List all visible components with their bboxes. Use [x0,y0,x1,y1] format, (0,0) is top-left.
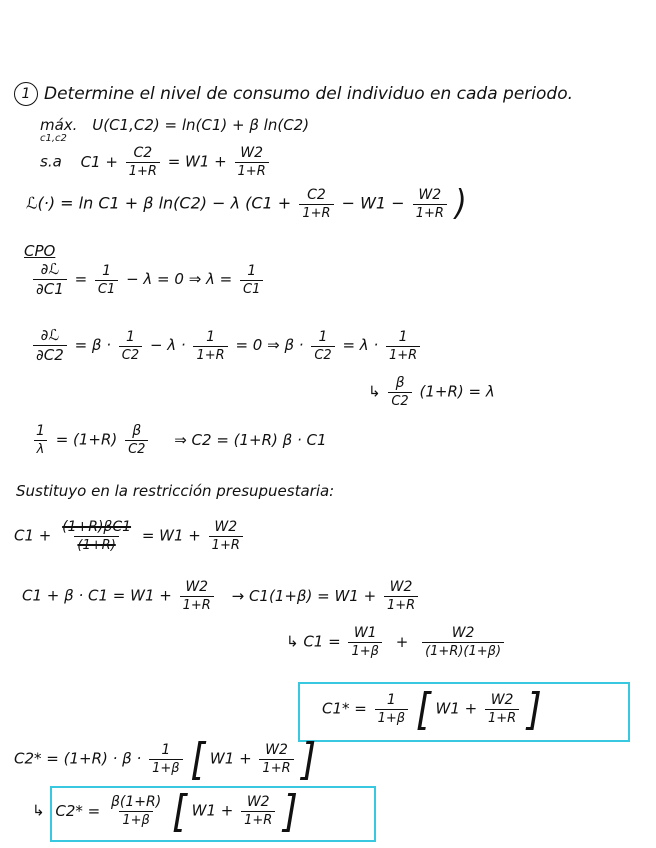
frac-den: 1+R [180,596,214,612]
arrow-icon: ↳ [32,801,45,820]
fraction-1-over-c2 [119,330,142,362]
frac-den: 1+R [193,346,227,362]
frac-num: C2 [307,187,326,203]
equals-sign: = [74,270,88,288]
frac-num: 1 [102,262,112,279]
frac-den: ∂C1 [33,279,67,297]
fraction-w2-over-1r-f [241,795,275,827]
left-bracket: [ [415,683,431,735]
fraction-w2-over-product [422,626,504,658]
lagrangian [26,183,467,224]
fraction-beta1r-over-1b [108,795,164,827]
frac-num: ∂ℒ [40,260,60,278]
frac-den: C2 [119,346,142,362]
problem-number: 1 [14,82,38,106]
lagrangian-close-paren: ) [454,183,467,224]
sub1-right: = W1 + [141,526,201,545]
frac-den: 1+R [241,811,275,827]
c2-star-a-w1: W1 + [209,749,252,768]
right-bracket: ] [301,733,317,785]
fraction-1-over-lambda [33,424,48,456]
fraction-1-over-c1 [95,264,118,296]
foc-equation-3 [368,376,495,408]
max-label: máx. [40,116,78,134]
substitute-text: Sustituyo en la restricción presupuestaria: [16,482,335,500]
foc2-part-b: − λ · [149,336,186,354]
frac-den: 1+R [386,346,420,362]
right-bracket: ] [526,683,542,735]
frac-den: 1+R [126,162,160,178]
frac-den: 1+R [384,596,418,612]
fraction-w2-over-1r-e [259,743,293,775]
c2-star-equation-a [14,733,317,785]
frac-den: 1+R [235,162,269,178]
constraint-fraction-w2 [235,146,269,178]
st-label: s.a [40,152,62,171]
foc-label: CPO [24,242,56,260]
frac-num: W2 [418,187,442,203]
sub1-left: C1 + [14,526,52,545]
fraction-1-over-1r-b [386,330,420,362]
fraction-cancelled [59,520,134,552]
frac-num: (1+R)βC1 [62,519,132,535]
frac-den: 1+R [413,204,447,220]
foc3-rest: (1+R) = λ [419,382,495,401]
frac-num: β [395,375,405,391]
constraint-left: C1 + [80,152,118,171]
foc2-part-a: = β · [74,336,112,354]
frac-den: 1+β [348,642,381,658]
frac-num: W2 [451,625,475,641]
frac-den: C2 [311,346,334,362]
plus-sign: + [395,632,409,651]
left-bracket: [ [190,733,206,785]
fraction-w1-over-1b [348,626,381,658]
problem-statement: Determine el nivel de consumo del individuo en cada periodo. [44,84,574,104]
lagrangian-mid: − W1 − [341,193,405,213]
c2-star-a-lhs: C2* = (1+R) · β · [14,749,142,768]
foc2-part-d: = λ · [342,336,379,354]
frac-num: 1 [318,328,328,345]
fraction-w2-over-1r [209,520,243,552]
frac-den: ∂C2 [33,345,67,363]
sub2-left: C1 + β · C1 = W1 + [22,586,172,605]
sub2-mid: → C1(1+β) = W1 + [231,586,377,605]
c1-star-equation [322,683,542,735]
c1-star-lhs: C1* = [322,699,367,718]
lagrangian-left: ℒ(·) = ln C1 + β ln(C2) − λ (C1 + [26,193,292,213]
utility-function: U(C1,C2) = ln(C1) + β ln(C2) [92,116,310,134]
frac-den: (1+R)(1+β) [422,642,504,658]
frac-num: W2 [240,145,263,161]
frac-den: (1+R) [74,536,118,552]
fraction-1-over-1r [193,330,227,362]
frac-den: C2 [388,392,411,408]
frac-num: W2 [490,692,514,708]
sub3-left: ↳ C1 = [286,632,341,651]
frac-num: β(1+R) [111,794,162,810]
foc-equation-2 [30,328,423,363]
frac-den: 1+β [119,811,152,827]
frac-den: 1+R [299,204,333,220]
frac-num: C2 [133,145,153,161]
frac-num: W1 [353,625,377,641]
ratio-mid: = (1+R) [55,430,118,449]
frac-num: W2 [265,742,288,758]
frac-den: 1+R [209,536,243,552]
substitution-line-1 [14,520,246,552]
constraint-fraction-c2 [126,146,160,178]
fraction-1-over-1b [375,693,408,725]
fraction-w2-over-1r-d [485,693,519,725]
fraction-w2-over-1r-b [180,580,214,612]
frac-den: C1 [95,280,118,296]
frac-num: W2 [389,579,413,595]
left-bracket: [ [172,785,187,837]
problem-heading [14,82,573,106]
substitution-line-3 [286,626,507,658]
fraction-beta-over-c2 [388,376,411,408]
frac-den: 1+β [375,709,408,725]
ratio-result: ⇒ C2 = (1+R) β · C1 [174,430,327,449]
frac-num: β [132,423,142,439]
frac-den: 1+R [485,709,519,725]
frac-num: 1 [126,328,135,345]
c2-star-b-lhs: C2* = [55,801,101,820]
c2-star-b-w1: W1 + [191,801,234,820]
substitution-line-2 [22,580,421,612]
frac-den: C2 [125,440,148,456]
max-problem [40,118,309,144]
partial-derivative-c1 [33,262,67,297]
frac-num: 1 [386,692,396,708]
fraction-beta-over-c2-b [125,424,148,456]
fraction-lambda-result [240,264,263,296]
budget-constraint [40,146,272,178]
right-bracket: ] [283,785,298,837]
euler-ratio [30,424,327,456]
foc1-rest: − λ = 0 ⇒ λ = [126,270,233,288]
frac-num: 1 [206,328,216,345]
c1-star-w1: W1 + [435,699,478,718]
frac-den: λ [34,440,48,456]
frac-num: 1 [36,423,45,439]
frac-num: ∂ℒ [40,326,60,344]
foc-equation-1 [30,262,266,297]
foc2-part-c: = 0 ⇒ β · [235,336,304,354]
arrow-icon: ↳ [368,382,381,401]
frac-den: 1+β [149,759,182,775]
fraction-w2-over-1r-c [384,580,418,612]
frac-num: W2 [246,794,270,810]
frac-num: W2 [185,579,209,595]
fraction-1-over-c2-b [311,330,334,362]
fraction-1-over-1b-b [149,743,182,775]
c2-star-equation-b [32,785,298,837]
constraint-mid: = W1 + [167,152,227,171]
frac-num: 1 [247,262,257,279]
max-subscript: c1,c2 [40,132,67,144]
frac-num: W2 [214,519,238,535]
frac-num: 1 [161,742,171,758]
frac-den: 1+R [259,759,293,775]
frac-den: C1 [240,280,263,296]
partial-derivative-c2 [33,328,67,363]
frac-num: 1 [398,328,408,345]
lagrangian-fraction-c2 [299,188,333,220]
lagrangian-fraction-w2 [413,188,447,220]
